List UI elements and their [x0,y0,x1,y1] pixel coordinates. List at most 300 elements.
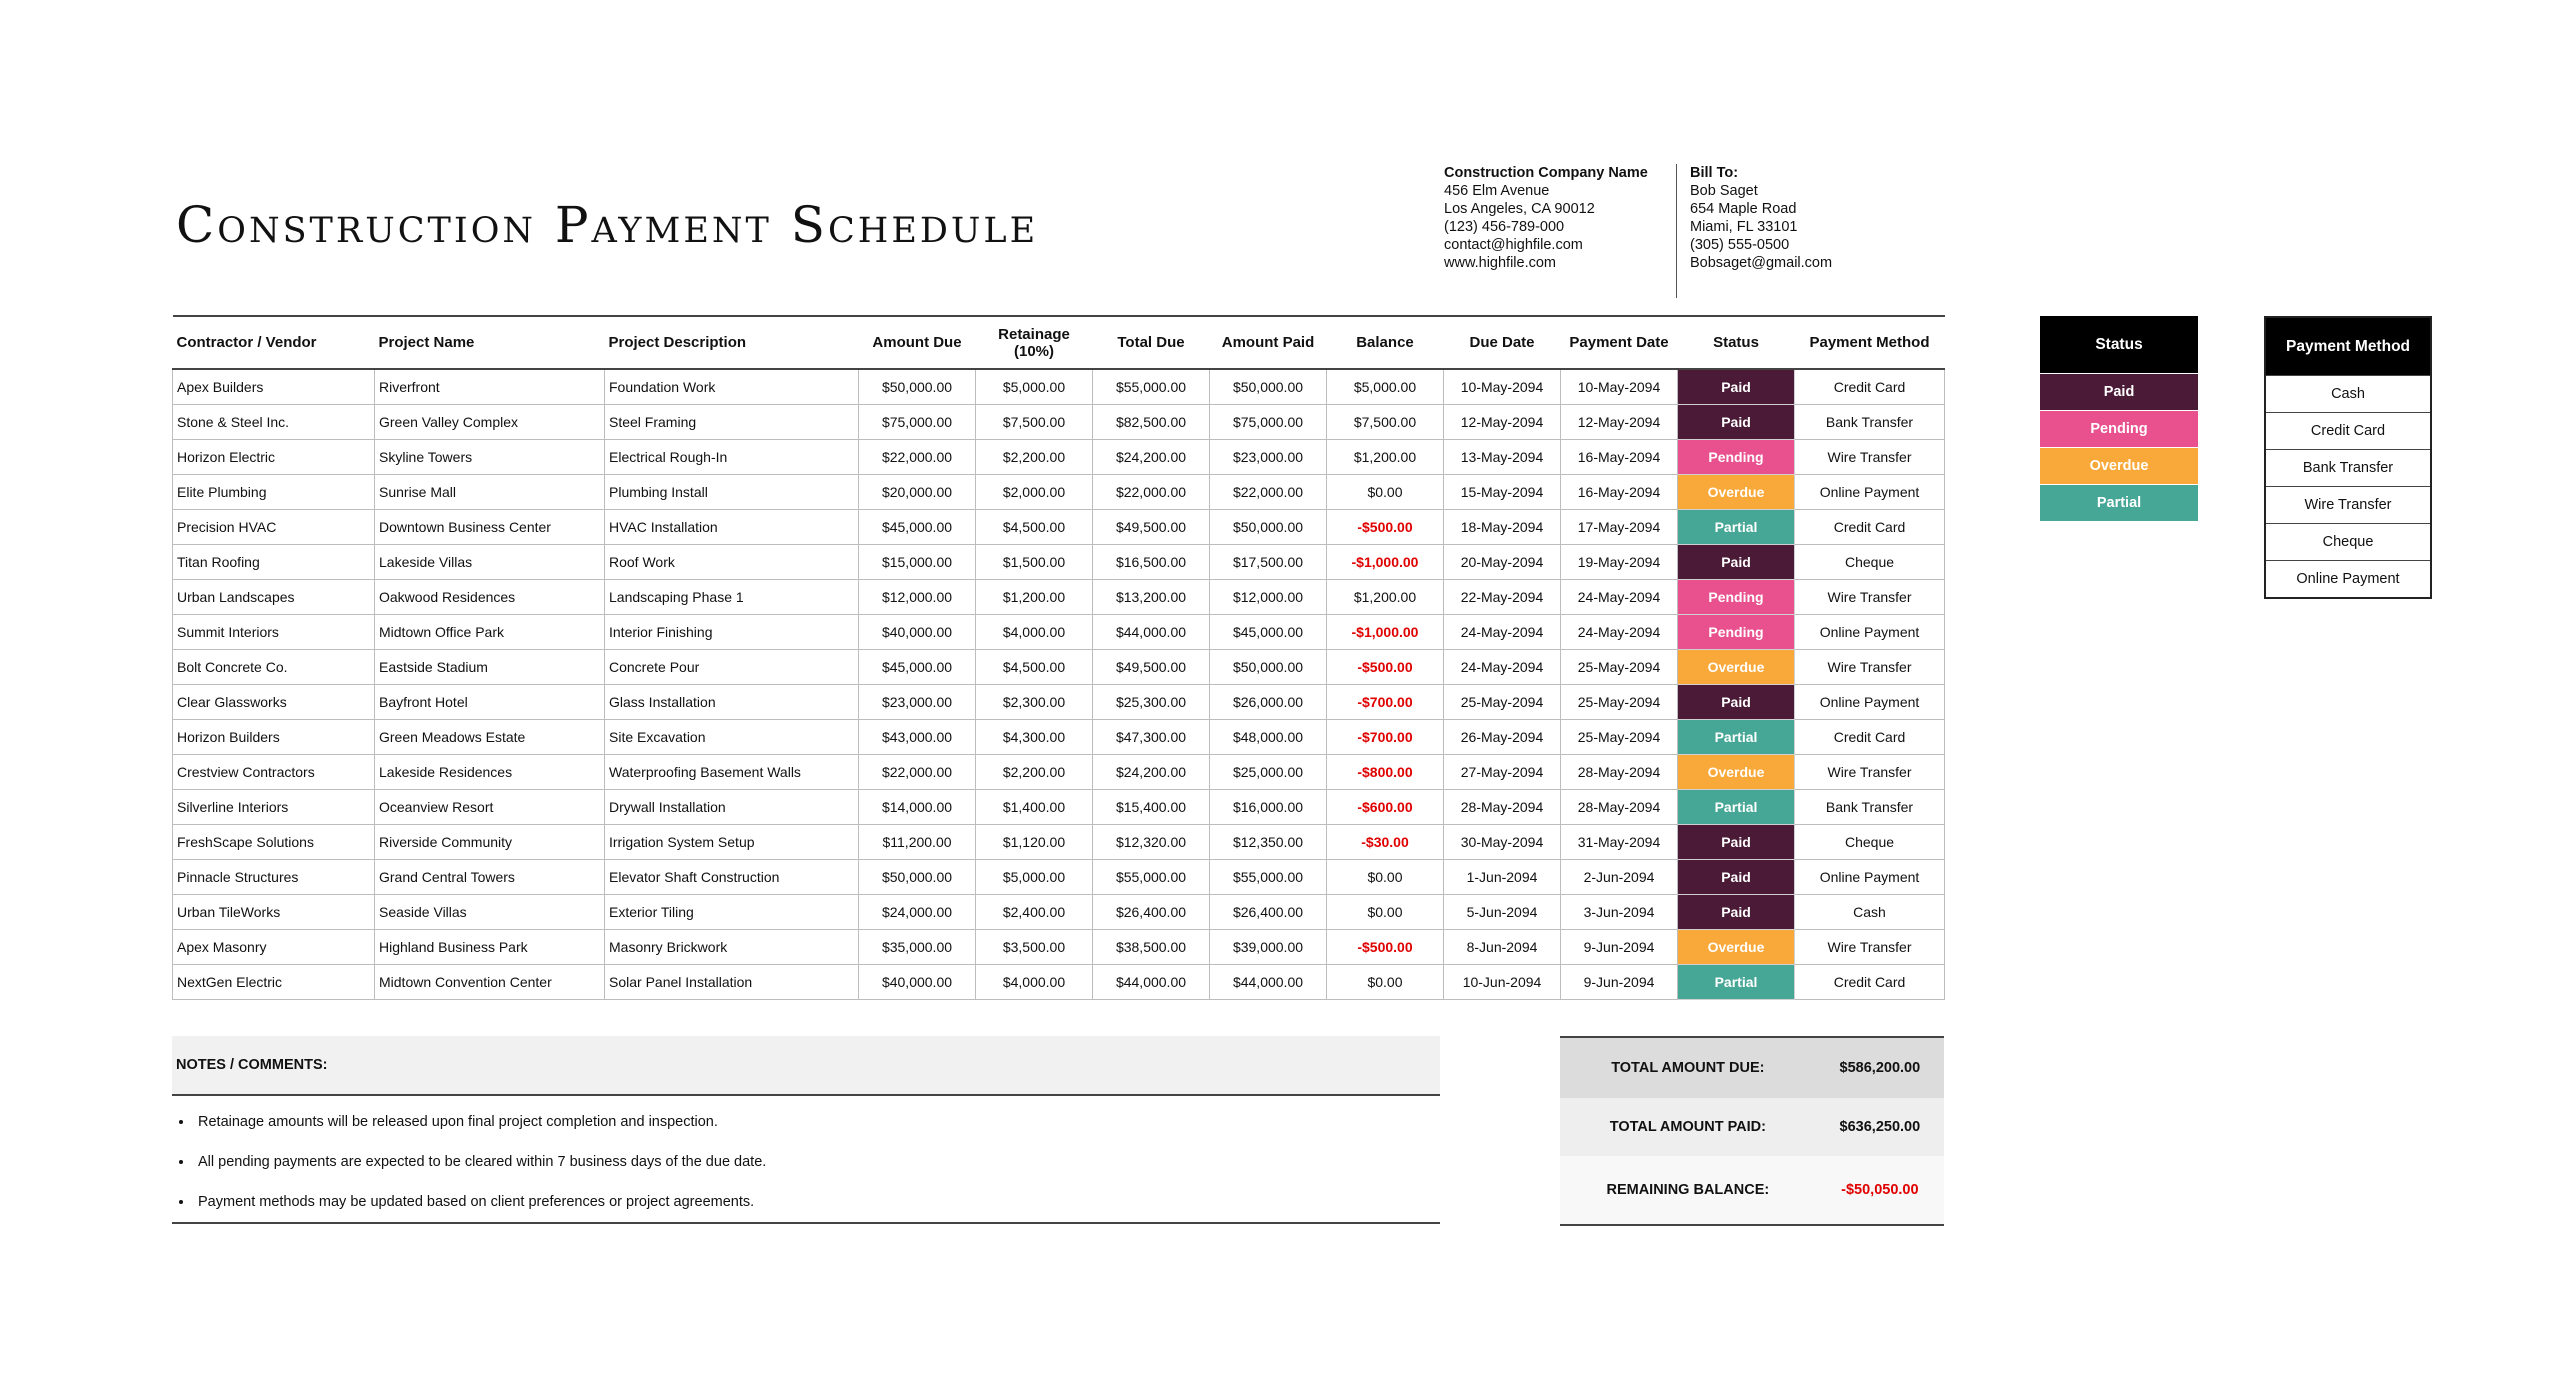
amount-paid-cell: $17,500.00 [1210,545,1327,580]
status-badge: Paid [1678,545,1795,580]
table-row [173,895,1945,930]
total-due-cell: $24,200.00 [1093,440,1210,475]
project-name-cell: Highland Business Park [375,930,605,965]
amount-paid-cell: $26,400.00 [1210,895,1327,930]
amount-due-cell: $22,000.00 [859,755,976,790]
total-due-cell: $49,500.00 [1093,650,1210,685]
payment-method-legend-row [2265,561,2431,599]
payment-method-legend-item: Wire Transfer [2265,487,2431,524]
column-header: Project Name [375,316,605,369]
due-date-cell: 10-May-2094 [1444,369,1561,405]
total-paid-label: TOTAL AMOUNT PAID: [1560,1098,1816,1156]
note-item: • Retainage amounts will be released upon final project completion and inspection. [194,1102,1440,1142]
retainage-cell: $2,200.00 [976,440,1093,475]
status-badge: Partial [1678,510,1795,545]
total-due-cell: $24,200.00 [1093,755,1210,790]
status-legend-title: Status [2040,316,2198,374]
payment-method-cell: Wire Transfer [1795,440,1945,475]
payment-method-cell: Online Payment [1795,860,1945,895]
retainage-cell: $1,200.00 [976,580,1093,615]
payment-date-cell: 28-May-2094 [1561,790,1678,825]
bill-to-phone: (305) 555-0500 [1690,237,1790,253]
total-due-cell: $22,000.00 [1093,475,1210,510]
balance-cell: $0.00 [1327,475,1444,510]
payment-method-cell: Cheque [1795,825,1945,860]
remaining-balance-value: -$50,050.00 [1816,1156,1944,1225]
amount-due-cell: $22,000.00 [859,440,976,475]
payment-method-legend-item: Cash [2265,376,2431,413]
total-due-cell: $25,300.00 [1093,685,1210,720]
column-header: Amount Paid [1210,316,1327,369]
project-description-cell: Site Excavation [605,720,859,755]
amount-due-cell: $40,000.00 [859,965,976,1000]
project-name-cell: Grand Central Towers [375,860,605,895]
amount-due-cell: $40,000.00 [859,615,976,650]
amount-due-cell: $75,000.00 [859,405,976,440]
column-header: Due Date [1444,316,1561,369]
payment-date-cell: 10-May-2094 [1561,369,1678,405]
retainage-cell: $4,300.00 [976,720,1093,755]
table-row [173,650,1945,685]
column-header: Retainage (10%) [976,316,1093,369]
contractor-cell: Apex Builders [173,369,375,405]
payment-method-cell: Cash [1795,895,1945,930]
totals-summary [1560,1036,1944,1226]
status-legend-item: Paid [2040,374,2198,411]
project-description-cell: Solar Panel Installation [605,965,859,1000]
amount-paid-cell: $75,000.00 [1210,405,1327,440]
retainage-cell: $4,500.00 [976,650,1093,685]
project-name-cell: Downtown Business Center [375,510,605,545]
amount-due-cell: $50,000.00 [859,369,976,405]
due-date-cell: 12-May-2094 [1444,405,1561,440]
company-city: Los Angeles, CA 90012 [1444,201,1595,217]
total-due-value: $586,200.00 [1816,1037,1944,1098]
payment-method-legend-row [2265,413,2431,450]
payment-method-cell: Credit Card [1795,369,1945,405]
table-row [173,860,1945,895]
project-name-cell: Sunrise Mall [375,475,605,510]
project-description-cell: Exterior Tiling [605,895,859,930]
payment-method-cell: Wire Transfer [1795,930,1945,965]
total-due-cell: $16,500.00 [1093,545,1210,580]
due-date-cell: 10-Jun-2094 [1444,965,1561,1000]
payment-date-cell: 9-Jun-2094 [1561,965,1678,1000]
status-badge: Paid [1678,825,1795,860]
note-item: • Payment methods may be updated based on client preferences or project agreements. [194,1182,1440,1222]
column-header: Balance [1327,316,1444,369]
bill-to-city: Miami, FL 33101 [1690,219,1798,235]
project-description-cell: Irrigation System Setup [605,825,859,860]
due-date-cell: 25-May-2094 [1444,685,1561,720]
payment-method-legend-body [2265,376,2431,599]
project-description-cell: Waterproofing Basement Walls [605,755,859,790]
header-divider [1676,164,1677,298]
payment-date-cell: 17-May-2094 [1561,510,1678,545]
retainage-cell: $2,400.00 [976,895,1093,930]
payment-method-legend-item: Bank Transfer [2265,450,2431,487]
table-row [173,790,1945,825]
payment-method-cell: Wire Transfer [1795,755,1945,790]
amount-paid-cell: $12,000.00 [1210,580,1327,615]
total-due-cell: $82,500.00 [1093,405,1210,440]
table-row [173,720,1945,755]
status-legend-row [2040,448,2198,485]
contractor-cell: Stone & Steel Inc. [173,405,375,440]
payment-date-cell: 19-May-2094 [1561,545,1678,580]
retainage-cell: $5,000.00 [976,860,1093,895]
payment-date-cell: 16-May-2094 [1561,475,1678,510]
project-description-cell: Roof Work [605,545,859,580]
contractor-cell: Bolt Concrete Co. [173,650,375,685]
amount-paid-cell: $55,000.00 [1210,860,1327,895]
retainage-cell: $2,300.00 [976,685,1093,720]
balance-cell: -$1,000.00 [1327,545,1444,580]
table-row [173,510,1945,545]
status-legend-row [2040,374,2198,411]
balance-cell: $1,200.00 [1327,440,1444,475]
column-header: Payment Method [1795,316,1945,369]
project-name-cell: Riverfront [375,369,605,405]
balance-cell: $0.00 [1327,895,1444,930]
column-header: Project Description [605,316,859,369]
payment-method-cell: Credit Card [1795,720,1945,755]
payment-method-legend-item: Credit Card [2265,413,2431,450]
status-legend-item: Pending [2040,411,2198,448]
payment-method-cell: Bank Transfer [1795,790,1945,825]
project-name-cell: Lakeside Villas [375,545,605,580]
status-badge: Partial [1678,720,1795,755]
due-date-cell: 8-Jun-2094 [1444,930,1561,965]
balance-cell: -$30.00 [1327,825,1444,860]
balance-cell: $0.00 [1327,860,1444,895]
table-row [173,475,1945,510]
payment-schedule-table [172,315,1945,1000]
bill-to-address: 654 Maple Road [1690,201,1797,217]
project-name-cell: Midtown Convention Center [375,965,605,1000]
status-badge: Overdue [1678,755,1795,790]
payment-method-cell: Cheque [1795,545,1945,580]
contractor-cell: Precision HVAC [173,510,375,545]
payment-method-cell: Credit Card [1795,965,1945,1000]
contractor-cell: Horizon Electric [173,440,375,475]
amount-paid-cell: $45,000.00 [1210,615,1327,650]
payment-date-cell: 24-May-2094 [1561,615,1678,650]
balance-cell: -$600.00 [1327,790,1444,825]
payment-method-cell: Online Payment [1795,615,1945,650]
column-header: Total Due [1093,316,1210,369]
project-description-cell: Plumbing Install [605,475,859,510]
amount-due-cell: $20,000.00 [859,475,976,510]
payment-date-cell: 25-May-2094 [1561,720,1678,755]
status-badge: Paid [1678,405,1795,440]
status-badge: Pending [1678,580,1795,615]
payment-date-cell: 25-May-2094 [1561,650,1678,685]
status-badge: Pending [1678,440,1795,475]
payment-method-legend-title: Payment Method [2265,317,2431,376]
status-legend [2040,316,2198,521]
remaining-balance-row [1560,1156,1944,1225]
contractor-cell: Urban TileWorks [173,895,375,930]
table-body [173,369,1945,1000]
payment-date-cell: 16-May-2094 [1561,440,1678,475]
project-description-cell: Masonry Brickwork [605,930,859,965]
status-legend-item: Overdue [2040,448,2198,485]
payment-method-cell: Credit Card [1795,510,1945,545]
balance-cell: -$700.00 [1327,720,1444,755]
project-name-cell: Lakeside Residences [375,755,605,790]
payment-date-cell: 24-May-2094 [1561,580,1678,615]
payment-method-legend-row [2265,450,2431,487]
project-name-cell: Riverside Community [375,825,605,860]
status-legend-item: Partial [2040,485,2198,522]
balance-cell: -$700.00 [1327,685,1444,720]
remaining-balance-label: REMAINING BALANCE: [1560,1156,1816,1225]
retainage-cell: $1,120.00 [976,825,1093,860]
table-row [173,930,1945,965]
column-header: Status [1678,316,1795,369]
balance-cell: -$1,000.00 [1327,615,1444,650]
due-date-cell: 22-May-2094 [1444,580,1561,615]
status-badge: Partial [1678,790,1795,825]
payment-method-legend [2264,316,2432,599]
balance-cell: -$500.00 [1327,510,1444,545]
table-row [173,580,1945,615]
payment-date-cell: 31-May-2094 [1561,825,1678,860]
contractor-cell: Titan Roofing [173,545,375,580]
payment-method-legend-row [2265,376,2431,413]
notes-list [172,1096,1440,1224]
table-row [173,755,1945,790]
payment-method-legend-item: Cheque [2265,524,2431,561]
due-date-cell: 13-May-2094 [1444,440,1561,475]
status-badge: Partial [1678,965,1795,1000]
table-row [173,825,1945,860]
project-description-cell: Interior Finishing [605,615,859,650]
retainage-cell: $4,000.00 [976,615,1093,650]
due-date-cell: 26-May-2094 [1444,720,1561,755]
status-badge: Overdue [1678,650,1795,685]
project-description-cell: Glass Installation [605,685,859,720]
contractor-cell: Clear Glassworks [173,685,375,720]
payment-method-cell: Wire Transfer [1795,650,1945,685]
amount-due-cell: $45,000.00 [859,650,976,685]
total-due-cell: $49,500.00 [1093,510,1210,545]
project-name-cell: Seaside Villas [375,895,605,930]
payment-date-cell: 12-May-2094 [1561,405,1678,440]
status-legend-row [2040,411,2198,448]
table-row [173,440,1945,475]
retainage-cell: $5,000.00 [976,369,1093,405]
total-due-cell: $55,000.00 [1093,860,1210,895]
contractor-cell: Summit Interiors [173,615,375,650]
balance-cell: $5,000.00 [1327,369,1444,405]
amount-due-cell: $15,000.00 [859,545,976,580]
total-due-cell: $15,400.00 [1093,790,1210,825]
project-name-cell: Green Meadows Estate [375,720,605,755]
bill-to-label: Bill To: [1690,165,1739,181]
amount-paid-cell: $26,000.00 [1210,685,1327,720]
total-due-cell: $13,200.00 [1093,580,1210,615]
total-paid-value: $636,250.00 [1816,1098,1944,1156]
note-item: • All pending payments are expected to be cleared within 7 business days of the due date. [194,1142,1440,1182]
payment-method-cell: Online Payment [1795,475,1945,510]
project-description-cell: Electrical Rough-In [605,440,859,475]
balance-cell: -$500.00 [1327,930,1444,965]
amount-due-cell: $45,000.00 [859,510,976,545]
payment-method-cell: Bank Transfer [1795,405,1945,440]
project-description-cell: Drywall Installation [605,790,859,825]
due-date-cell: 30-May-2094 [1444,825,1561,860]
retainage-cell: $4,000.00 [976,965,1093,1000]
total-due-row [1560,1037,1944,1098]
page-title: Construction Payment Schedule [176,196,1039,254]
balance-cell: -$800.00 [1327,755,1444,790]
column-header: Payment Date [1561,316,1678,369]
payment-method-cell: Online Payment [1795,685,1945,720]
project-name-cell: Oceanview Resort [375,790,605,825]
total-due-cell: $44,000.00 [1093,965,1210,1000]
status-badge: Overdue [1678,930,1795,965]
company-website: www.highfile.com [1444,255,1557,271]
amount-paid-cell: $50,000.00 [1210,510,1327,545]
company-info [1444,164,1704,272]
project-name-cell: Bayfront Hotel [375,685,605,720]
due-date-cell: 27-May-2094 [1444,755,1561,790]
amount-due-cell: $14,000.00 [859,790,976,825]
column-header: Amount Due [859,316,976,369]
payment-date-cell: 3-Jun-2094 [1561,895,1678,930]
amount-paid-cell: $48,000.00 [1210,720,1327,755]
contractor-cell: Apex Masonry [173,930,375,965]
total-due-cell: $12,320.00 [1093,825,1210,860]
retainage-cell: $1,500.00 [976,545,1093,580]
contractor-cell: NextGen Electric [173,965,375,1000]
status-badge: Pending [1678,615,1795,650]
company-phone: (123) 456-789-000 [1444,219,1565,235]
due-date-cell: 18-May-2094 [1444,510,1561,545]
contractor-cell: Urban Landscapes [173,580,375,615]
status-badge: Paid [1678,369,1795,405]
status-badge: Paid [1678,685,1795,720]
header-row [173,316,1945,369]
payment-method-legend-item: Online Payment [2265,561,2431,599]
column-header: Contractor / Vendor [173,316,375,369]
payment-date-cell: 25-May-2094 [1561,685,1678,720]
amount-paid-cell: $44,000.00 [1210,965,1327,1000]
payment-method-legend-row [2265,524,2431,561]
status-badge: Overdue [1678,475,1795,510]
amount-due-cell: $23,000.00 [859,685,976,720]
total-due-cell: $55,000.00 [1093,369,1210,405]
table-header [173,316,1945,369]
amount-paid-cell: $50,000.00 [1210,369,1327,405]
total-paid-row [1560,1098,1944,1156]
amount-paid-cell: $39,000.00 [1210,930,1327,965]
amount-paid-cell: $23,000.00 [1210,440,1327,475]
retainage-cell: $1,400.00 [976,790,1093,825]
contractor-cell: Pinnacle Structures [173,860,375,895]
project-description-cell: Foundation Work [605,369,859,405]
bill-to-name: Bob Saget [1690,183,1758,199]
project-description-cell: Concrete Pour [605,650,859,685]
amount-due-cell: $11,200.00 [859,825,976,860]
due-date-cell: 28-May-2094 [1444,790,1561,825]
table-row [173,965,1945,1000]
company-email: contact@highfile.com [1444,237,1583,253]
table-row [173,405,1945,440]
contractor-cell: Horizon Builders [173,720,375,755]
project-description-cell: Steel Framing [605,405,859,440]
bill-to-email: Bobsaget@gmail.com [1690,255,1833,271]
due-date-cell: 15-May-2094 [1444,475,1561,510]
amount-paid-cell: $22,000.00 [1210,475,1327,510]
amount-paid-cell: $12,350.00 [1210,825,1327,860]
balance-cell: $1,200.00 [1327,580,1444,615]
amount-paid-cell: $50,000.00 [1210,650,1327,685]
payment-date-cell: 2-Jun-2094 [1561,860,1678,895]
total-due-cell: $44,000.00 [1093,615,1210,650]
notes-heading: NOTES / COMMENTS: [172,1036,1440,1096]
retainage-cell: $3,500.00 [976,930,1093,965]
balance-cell: $0.00 [1327,965,1444,1000]
company-address: 456 Elm Avenue [1444,183,1550,199]
project-name-cell: Skyline Towers [375,440,605,475]
due-date-cell: 20-May-2094 [1444,545,1561,580]
status-badge: Paid [1678,860,1795,895]
total-due-label: TOTAL AMOUNT DUE: [1560,1037,1816,1098]
contractor-cell: FreshScape Solutions [173,825,375,860]
payment-date-cell: 28-May-2094 [1561,755,1678,790]
due-date-cell: 24-May-2094 [1444,650,1561,685]
retainage-cell: $4,500.00 [976,510,1093,545]
payment-date-cell: 9-Jun-2094 [1561,930,1678,965]
table-row [173,545,1945,580]
balance-cell: $7,500.00 [1327,405,1444,440]
payment-method-legend-row [2265,487,2431,524]
project-name-cell: Green Valley Complex [375,405,605,440]
balance-cell: -$500.00 [1327,650,1444,685]
contractor-cell: Crestview Contractors [173,755,375,790]
table-row [173,685,1945,720]
total-due-cell: $26,400.00 [1093,895,1210,930]
status-badge: Paid [1678,895,1795,930]
contractor-cell: Silverline Interiors [173,790,375,825]
project-description-cell: HVAC Installation [605,510,859,545]
notes-section [172,1036,1440,1224]
project-name-cell: Midtown Office Park [375,615,605,650]
amount-due-cell: $43,000.00 [859,720,976,755]
payment-method-cell: Wire Transfer [1795,580,1945,615]
amount-due-cell: $24,000.00 [859,895,976,930]
project-description-cell: Landscaping Phase 1 [605,580,859,615]
project-name-cell: Eastside Stadium [375,650,605,685]
project-description-cell: Elevator Shaft Construction [605,860,859,895]
table-row [173,615,1945,650]
status-legend-body [2040,374,2198,522]
retainage-cell: $7,500.00 [976,405,1093,440]
amount-due-cell: $50,000.00 [859,860,976,895]
due-date-cell: 5-Jun-2094 [1444,895,1561,930]
total-due-cell: $38,500.00 [1093,930,1210,965]
amount-paid-cell: $16,000.00 [1210,790,1327,825]
company-name: Construction Company Name [1444,165,1648,181]
due-date-cell: 1-Jun-2094 [1444,860,1561,895]
table-row [173,369,1945,405]
total-due-cell: $47,300.00 [1093,720,1210,755]
retainage-cell: $2,200.00 [976,755,1093,790]
status-legend-row [2040,485,2198,522]
